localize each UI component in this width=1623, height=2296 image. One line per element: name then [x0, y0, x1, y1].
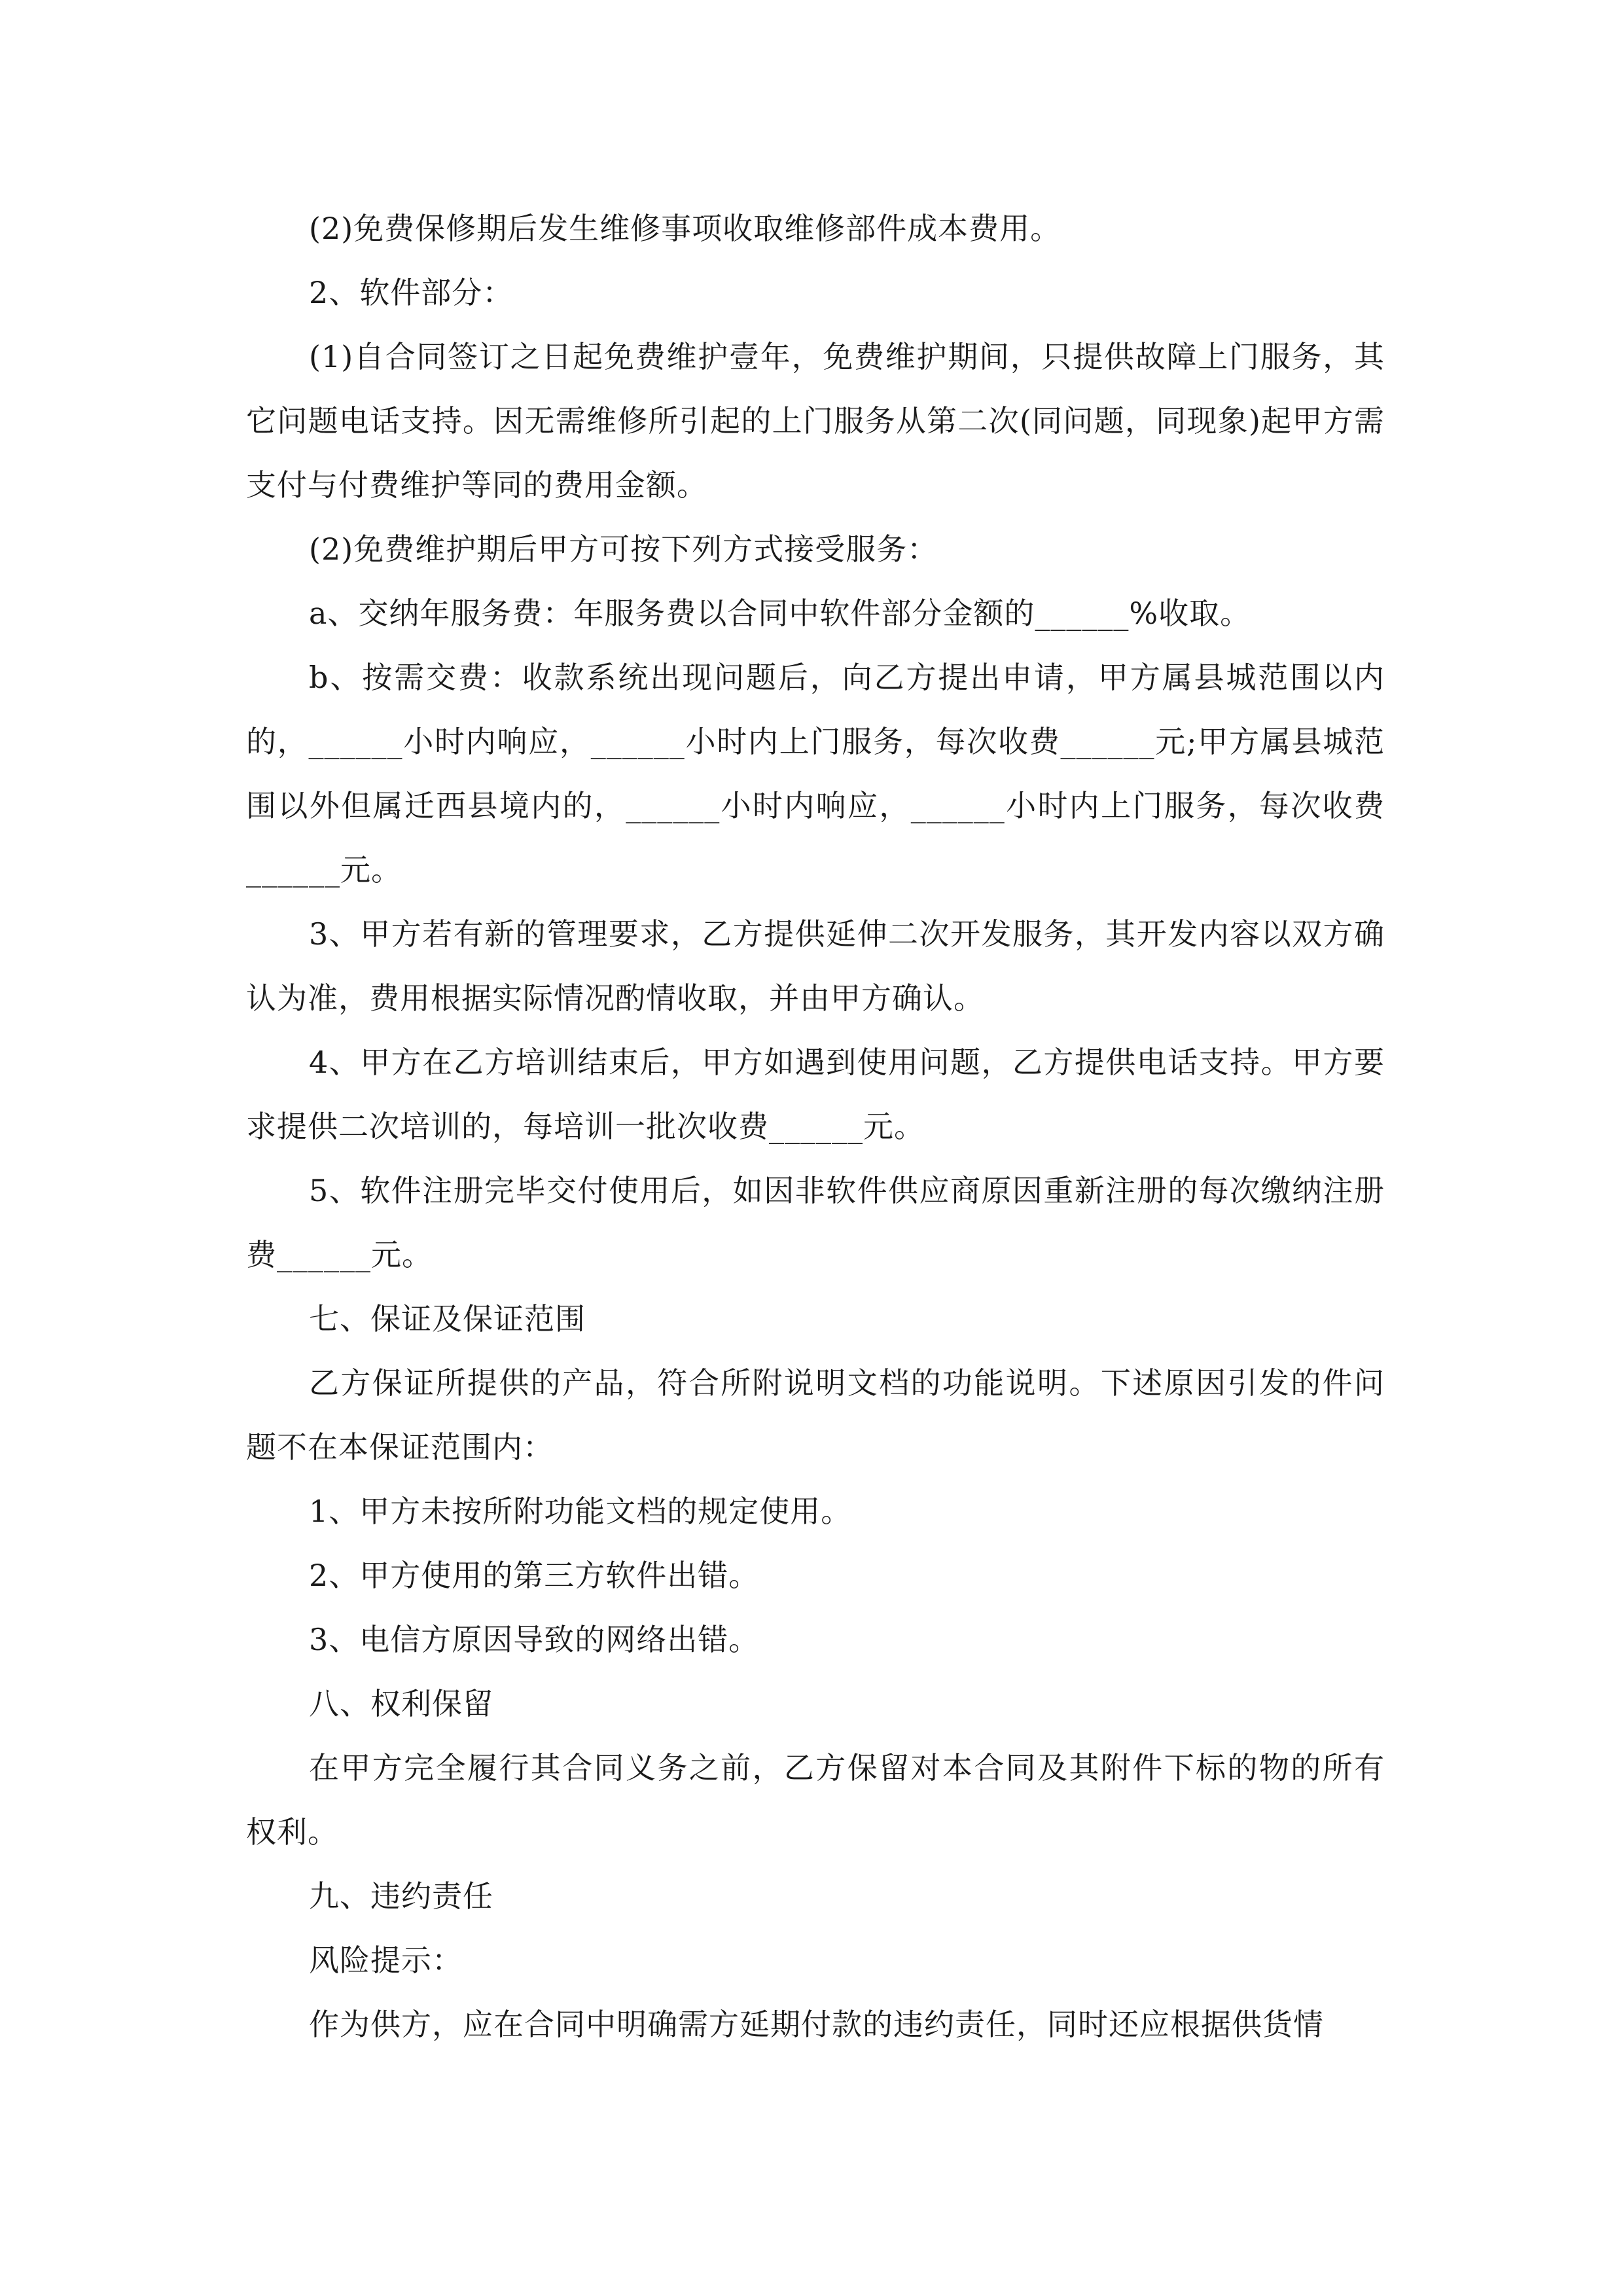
paragraph-annual-service-fee: a、交纳年服务费：年服务费以合同中软件部分金额的______%收取。 — [309, 596, 1251, 631]
paragraph-risk-notice: 作为供方，应在合同中明确需方延期付款的违约责任，同时还应根据供货情 — [309, 2007, 1324, 2042]
paragraph-warranty-statement: 乙方保证所提供的产品，符合所附说明文档的功能说明。下述原因引发的件问题不在本保证范围内： — [246, 1365, 1385, 1465]
paragraph-training-support: 4、甲方在乙方培训结束后，甲方如遇到使用问题，乙方提供电话支持。甲方要求提供二次培训的，每培训一批次收费______元。 — [246, 1045, 1385, 1144]
list-item-exclusion-2: 2、甲方使用的第三方软件出错。 — [309, 1558, 760, 1593]
list-item-exclusion-3: 3、电信方原因导致的网络出错。 — [309, 1622, 760, 1657]
paragraph-hardware-after-warranty: (2)免费保修期后发生维修事项收取维修部件成本费用。 — [309, 211, 1061, 246]
paragraph-after-free-maintenance: (2)免费维护期后甲方可按下列方式接受服务： — [309, 531, 938, 567]
paragraph-software-free-maintenance: (1)自合同签订之日起免费维护壹年，免费维护期间，只提供故障上门服务，其它问题电话支持。因无需维修所引起的上门服务从第二次(同问题，同现象)起甲方需支付与付费维护等同的费用金额。 — [246, 339, 1385, 503]
heading-software-section: 2、软件部分： — [309, 275, 514, 310]
document-body — [246, 196, 1385, 2056]
label-risk-notice: 风险提示： — [309, 1943, 463, 1978]
heading-warranty-scope: 七、保证及保证范围 — [309, 1301, 586, 1336]
paragraph-pay-on-demand: b、按需交费：收款系统出现问题后，向乙方提出申请，甲方属县城范围以内的，______小时内响应，______小时内上门服务，每次收费______元;甲方属县城范围以外但属迁西县境内的，______小时内响应，______小时内上门服务，每次收费______元。 — [246, 660, 1385, 888]
paragraph-rights-reserved: 在甲方完全履行其合同义务之前，乙方保留对本合同及其附件下标的物的所有权利。 — [246, 1750, 1385, 1850]
paragraph-secondary-development: 3、甲方若有新的管理要求，乙方提供延伸二次开发服务，其开发内容以双方确认为准，费用根据实际情况酌情收取，并由甲方确认。 — [246, 916, 1385, 1016]
heading-rights-reserved: 八、权利保留 — [309, 1686, 493, 1721]
heading-breach-liability: 九、违约责任 — [309, 1878, 493, 1914]
list-item-exclusion-1: 1、甲方未按所附功能文档的规定使用。 — [309, 1494, 852, 1529]
paragraph-registration-fee: 5、软件注册完毕交付使用后，如因非软件供应商原因重新注册的每次缴纳注册费______元。 — [246, 1173, 1385, 1272]
